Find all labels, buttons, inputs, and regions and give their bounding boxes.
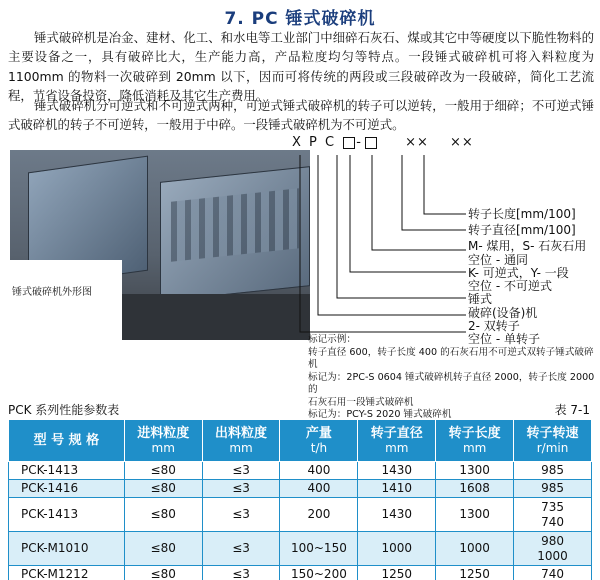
cell-output-size: ≤3 <box>202 462 280 480</box>
note-line: 转子直径 600，转子长度 400 的石灰石用不可逆式双转子锤式破碎机 <box>308 346 594 370</box>
cell-rotor-speed: 980 1000 <box>514 532 592 566</box>
note-line: 标记为：2PC-S 0604 锤式破碎机转子直径 2000，转子长度 2000 的 <box>308 371 595 395</box>
label-double-rotor: 2- 双转子 <box>468 319 520 333</box>
cell-capacity: 400 <box>280 462 358 480</box>
column-header: 转子长度 mm <box>436 420 514 462</box>
cell-model: PCK-1413 <box>9 498 125 532</box>
cell-capacity: 100~150 <box>280 532 358 566</box>
cell-rotor-length: 1250 <box>436 566 514 580</box>
type-paragraph: 锤式破碎机分可逆式和不可逆式两种，可逆式锤式破碎机的转子可以逆转，一般用于细碎；不可逆式锤式破碎机的转子不可逆转，一般用于中碎。一段锤式破碎机为不可逆式。 <box>8 98 594 133</box>
label-usage-blank: 空位 - 通同 <box>468 253 528 267</box>
label-hammer: 锤式 <box>468 292 493 306</box>
cell-model: PCK-M1212 <box>9 566 125 580</box>
label-usage: M- 煤用，S- 石灰石用 <box>468 239 587 253</box>
note-line: 石灰石用一段锤式破碎机 <box>308 396 414 408</box>
cell-rotor-speed: 740 <box>514 566 592 580</box>
code-box-1 <box>343 137 355 149</box>
table-row <box>9 532 592 566</box>
cell-rotor-length: 1000 <box>436 532 514 566</box>
table-row <box>9 462 592 480</box>
crusher-photo <box>10 150 310 340</box>
cell-feed-size: ≤80 <box>124 480 202 498</box>
cell-output-size: ≤3 <box>202 566 280 580</box>
cell-rotor-speed: 985 <box>514 462 592 480</box>
cell-rotor-diameter: 1410 <box>358 480 436 498</box>
cell-model: PCK-M1010 <box>9 532 125 566</box>
column-header: 转子直径 mm <box>358 420 436 462</box>
cell-output-size: ≤3 <box>202 532 280 566</box>
cell-rotor-length: 1608 <box>436 480 514 498</box>
cell-feed-size: ≤80 <box>124 462 202 480</box>
code-letter-x: X <box>292 135 302 150</box>
note-line: 标记示例： <box>308 334 356 345</box>
label-crusher: 破碎(设备)机 <box>468 306 538 320</box>
column-header: 产量 t/h <box>280 420 358 462</box>
table-row <box>9 498 592 532</box>
table-header-row <box>9 420 592 462</box>
cell-feed-size: ≤80 <box>124 566 202 580</box>
photo-caption: 锤式破碎机外形图 <box>12 287 92 298</box>
column-header: 型 号 规 格 <box>9 420 125 462</box>
cell-output-size: ≤3 <box>202 480 280 498</box>
label-type-blank: 空位 - 不可逆式 <box>468 279 552 293</box>
cell-rotor-diameter: 1000 <box>358 532 436 566</box>
table-row <box>9 566 592 580</box>
cell-rotor-speed: 735 740 <box>514 498 592 532</box>
cell-output-size: ≤3 <box>202 498 280 532</box>
cell-model: PCK-1416 <box>9 480 125 498</box>
code-letter-p: P <box>309 135 318 150</box>
code-x1: ×× <box>405 135 429 150</box>
cell-capacity: 200 <box>280 498 358 532</box>
cell-model: PCK-1413 <box>9 462 125 480</box>
code-letter-c: C <box>325 135 336 150</box>
table-row <box>9 480 592 498</box>
cell-feed-size: ≤80 <box>124 498 202 532</box>
intro-paragraph: 锤式破碎机是冶金、建材、化工、和水电等工业部门中细碎石灰石、煤或其它中等硬度以下脆性物料的主要设备之一，具有破碎比大，生产能力高，产品粒度均匀等特点。一段锤式破碎机可将入料粒度为 1100mm 的物料一次破碎到 20mm 以下，因而可将传统的两段或三段破碎改为一段破碎，简化工艺流程，节省设备投资，降低消耗及其它生产费用。 <box>8 30 594 103</box>
model-code <box>292 135 476 150</box>
code-box-2 <box>365 137 377 149</box>
cell-capacity: 400 <box>280 480 358 498</box>
table-number: 表 7-1 <box>554 403 590 417</box>
cell-rotor-diameter: 1250 <box>358 566 436 580</box>
column-header: 出料粒度 mm <box>202 420 280 462</box>
cell-rotor-speed: 985 <box>514 480 592 498</box>
cell-rotor-diameter: 1430 <box>358 498 436 532</box>
label-single-rotor: 空位 - 单转子 <box>468 332 540 346</box>
column-header: 转子转速 r/min <box>514 420 592 462</box>
label-rotor-length: 转子长度[mm/100] <box>468 207 576 221</box>
cell-feed-size: ≤80 <box>124 532 202 566</box>
label-type: K- 可逆式，Y- 一段 <box>468 266 569 280</box>
label-rotor-diameter: 转子直径[mm/100] <box>468 223 576 237</box>
cell-capacity: 150~200 <box>280 566 358 580</box>
code-separator: - <box>356 135 362 150</box>
page-title: 7. PC 锤式破碎机 <box>224 9 376 29</box>
code-x2: ×× <box>450 135 474 150</box>
table-title: PCK 系列性能参数表 <box>8 403 120 417</box>
parameter-table <box>8 419 592 580</box>
note-line: 标记为：PCY-S 2020 锤式破碎机 <box>308 409 452 420</box>
cell-rotor-length: 1300 <box>436 498 514 532</box>
cell-rotor-length: 1300 <box>436 462 514 480</box>
cell-rotor-diameter: 1430 <box>358 462 436 480</box>
column-header: 进料粒度 mm <box>124 420 202 462</box>
